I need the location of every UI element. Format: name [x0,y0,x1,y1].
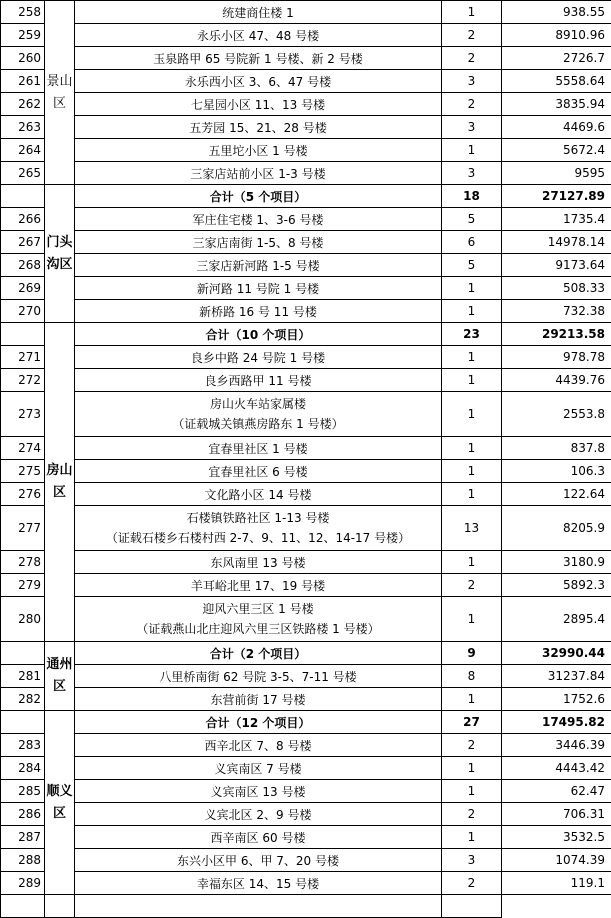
table-row [1,300,611,323]
project-name-note: （证载城关镇燕房路东 1 号楼） [79,414,437,434]
building-count: 2 [442,734,502,757]
building-count: 5 [442,254,502,277]
row-number: 268 [1,254,45,277]
project-name: 宜春里社区 6 号楼 [75,460,442,483]
area-value: 29213.58 [502,323,611,346]
row-number: 262 [1,93,45,116]
project-name-note: （证载燕山北庄迎风六里三区铁路楼 1 号楼） [79,619,437,639]
building-count: 1 [442,392,502,437]
table-row [1,437,611,460]
project-name: 军庄住宅楼 1、3-6 号楼 [75,208,442,231]
table-row [1,780,611,803]
subtotal-row [1,185,611,208]
row-number: 258 [1,1,45,24]
table-row [1,392,611,437]
area-value: 27127.89 [502,185,611,208]
subtotal-row [1,323,611,346]
area-value: 978.78 [502,346,611,369]
project-name: 义宾南区 7 号楼 [75,757,442,780]
row-number: 263 [1,116,45,139]
area-value: 4439.76 [502,369,611,392]
project-name: 统建商住楼 1 [75,1,442,24]
area-value: 14978.14 [502,231,611,254]
building-count: 3 [442,849,502,872]
building-count: 1 [442,139,502,162]
project-name: 西辛南区 60 号楼 [75,826,442,849]
project-name [75,506,442,551]
project-name: 良乡中路 24 号院 1 号楼 [75,346,442,369]
building-count: 2 [442,93,502,116]
subtotal-label: 合计（2 个项目） [75,642,442,665]
project-name [75,597,442,642]
row-number [1,895,45,918]
subtotal-label: 合计（10 个项目） [75,323,442,346]
building-count: 2 [442,574,502,597]
district-label: 门头沟区 [45,185,75,323]
area-value: 122.64 [502,483,611,506]
project-name: 东风南里 13 号楼 [75,551,442,574]
building-count [75,895,442,918]
area-value: 8910.96 [502,24,611,47]
project-name-line: 石楼镇铁路社区 1-13 号楼 [79,508,437,528]
row-number: 276 [1,483,45,506]
table-row [1,24,611,47]
area-value: 4469.6 [502,116,611,139]
row-number: 267 [1,231,45,254]
area-value: 2553.8 [502,392,611,437]
district-label: 顺义区 [45,711,75,895]
row-number: 285 [1,780,45,803]
building-count: 1 [442,300,502,323]
area-value [442,895,502,918]
table-row [1,1,611,24]
building-count: 23 [442,323,502,346]
row-number: 284 [1,757,45,780]
table-row [1,597,611,642]
row-number: 275 [1,460,45,483]
project-name: 新桥路 16 号 11 号楼 [75,300,442,323]
table-row [1,254,611,277]
row-number: 280 [1,597,45,642]
area-value: 3532.5 [502,826,611,849]
area-value: 2726.7 [502,47,611,70]
area-value: 9595 [502,162,611,185]
table-row [1,277,611,300]
row-number [1,185,45,208]
row-number: 274 [1,437,45,460]
building-count: 18 [442,185,502,208]
row-number: 265 [1,162,45,185]
row-number: 264 [1,139,45,162]
subtotal-row [1,711,611,734]
table-row [1,826,611,849]
district-label: 景山区 [45,1,75,185]
table-row [1,162,611,185]
building-count: 1 [442,483,502,506]
area-value: 1735.4 [502,208,611,231]
project-name: 三家店站前小区 1-3 号楼 [75,162,442,185]
area-value: 4443.42 [502,757,611,780]
project-name [75,392,442,437]
building-count: 2 [442,47,502,70]
row-number [1,711,45,734]
area-value: 5892.3 [502,574,611,597]
building-count: 1 [442,757,502,780]
building-count: 8 [442,665,502,688]
building-count: 27 [442,711,502,734]
area-value: 938.55 [502,1,611,24]
building-count: 2 [442,803,502,826]
row-number: 270 [1,300,45,323]
row-number: 260 [1,47,45,70]
project-name [45,895,75,918]
building-count: 1 [442,346,502,369]
subtotal-label: 合计（12 个项目） [75,711,442,734]
subtotal-label: 合计（5 个项目） [75,185,442,208]
project-name: 永乐小区 47、48 号楼 [75,24,442,47]
building-count: 13 [442,506,502,551]
building-count: 3 [442,70,502,93]
table-row [1,116,611,139]
row-number: 273 [1,392,45,437]
row-number: 282 [1,688,45,711]
project-name-note: （证载石楼乡石楼村西 2-7、9、11、12、14-17 号楼） [79,528,437,548]
table-row [1,483,611,506]
area-value: 5558.64 [502,70,611,93]
area-value: 9173.64 [502,254,611,277]
project-name: 五芳园 15、21、28 号楼 [75,116,442,139]
building-count: 1 [442,688,502,711]
area-value: 106.3 [502,460,611,483]
project-name: 幸福东区 14、15 号楼 [75,872,442,895]
area-value: 8205.9 [502,506,611,551]
project-name: 宜春里社区 1 号楼 [75,437,442,460]
table-row [1,574,611,597]
row-number [1,642,45,665]
row-number [1,323,45,346]
area-value: 32990.44 [502,642,611,665]
row-number: 272 [1,369,45,392]
project-name: 良乡西路甲 11 号楼 [75,369,442,392]
row-number: 277 [1,506,45,551]
area-value: 62.47 [502,780,611,803]
building-count: 9 [442,642,502,665]
building-count: 1 [442,826,502,849]
table-row [1,849,611,872]
project-name: 玉泉路甲 65 号院新 1 号楼、新 2 号楼 [75,47,442,70]
table-row [1,369,611,392]
building-count: 3 [442,162,502,185]
building-count: 1 [442,597,502,642]
row-number: 271 [1,346,45,369]
project-name: 东兴小区甲 6、甲 7、20 号楼 [75,849,442,872]
building-count: 1 [442,1,502,24]
table-row [1,734,611,757]
project-name: 三家店南街 1-5、8 号楼 [75,231,442,254]
table-row [1,551,611,574]
subtotal-row [1,642,611,665]
project-name: 东营前街 17 号楼 [75,688,442,711]
district-label: 房山区 [45,323,75,642]
row-number: 288 [1,849,45,872]
area-value: 3446.39 [502,734,611,757]
area-value: 119.1 [502,872,611,895]
building-count: 6 [442,231,502,254]
table-row [1,506,611,551]
row-number: 269 [1,277,45,300]
table-row [1,895,611,918]
project-name: 新河路 11 号院 1 号楼 [75,277,442,300]
table-row [1,346,611,369]
project-name: 永乐西小区 3、6、47 号楼 [75,70,442,93]
project-name: 义宾南区 13 号楼 [75,780,442,803]
building-count: 1 [442,437,502,460]
project-name: 西辛北区 7、8 号楼 [75,734,442,757]
row-number: 286 [1,803,45,826]
row-number: 283 [1,734,45,757]
table-row [1,208,611,231]
project-name: 七星园小区 11、13 号楼 [75,93,442,116]
table-row [1,460,611,483]
row-number: 279 [1,574,45,597]
area-value: 3835.94 [502,93,611,116]
project-name-line: 迎风六里三区 1 号楼 [79,599,437,619]
row-number: 281 [1,665,45,688]
project-name: 义宾北区 2、9 号楼 [75,803,442,826]
area-value: 837.8 [502,437,611,460]
row-number: 266 [1,208,45,231]
area-value: 17495.82 [502,711,611,734]
project-name-line: 房山火车站家属楼 [79,394,437,414]
area-value: 2895.4 [502,597,611,642]
table-row [1,665,611,688]
row-number: 278 [1,551,45,574]
project-name: 五里坨小区 1 号楼 [75,139,442,162]
building-count: 1 [442,460,502,483]
building-count: 5 [442,208,502,231]
row-number: 287 [1,826,45,849]
table-row [1,688,611,711]
area-value: 508.33 [502,277,611,300]
table-row [1,47,611,70]
area-value: 5672.4 [502,139,611,162]
row-number: 289 [1,872,45,895]
project-name: 三家店新河路 1-5 号楼 [75,254,442,277]
row-number: 261 [1,70,45,93]
area-value: 706.31 [502,803,611,826]
table-row [1,231,611,254]
building-count: 1 [442,369,502,392]
area-value: 1752.6 [502,688,611,711]
table-row [1,872,611,895]
table-row [1,757,611,780]
project-name: 羊耳峪北里 17、19 号楼 [75,574,442,597]
area-value: 31237.84 [502,665,611,688]
row-number: 259 [1,24,45,47]
area-value: 1074.39 [502,849,611,872]
building-count: 2 [442,24,502,47]
project-name: 八里桥南街 62 号院 3-5、7-11 号楼 [75,665,442,688]
area-value: 732.38 [502,300,611,323]
table-row [1,70,611,93]
building-count: 1 [442,277,502,300]
table-row [1,139,611,162]
table-row [1,803,611,826]
table-row [1,93,611,116]
area-value: 3180.9 [502,551,611,574]
district-label: 通州区 [45,642,75,711]
project-name: 文化路小区 14 号楼 [75,483,442,506]
building-count: 2 [442,872,502,895]
building-count: 3 [442,116,502,139]
building-count: 1 [442,551,502,574]
building-count: 1 [442,780,502,803]
